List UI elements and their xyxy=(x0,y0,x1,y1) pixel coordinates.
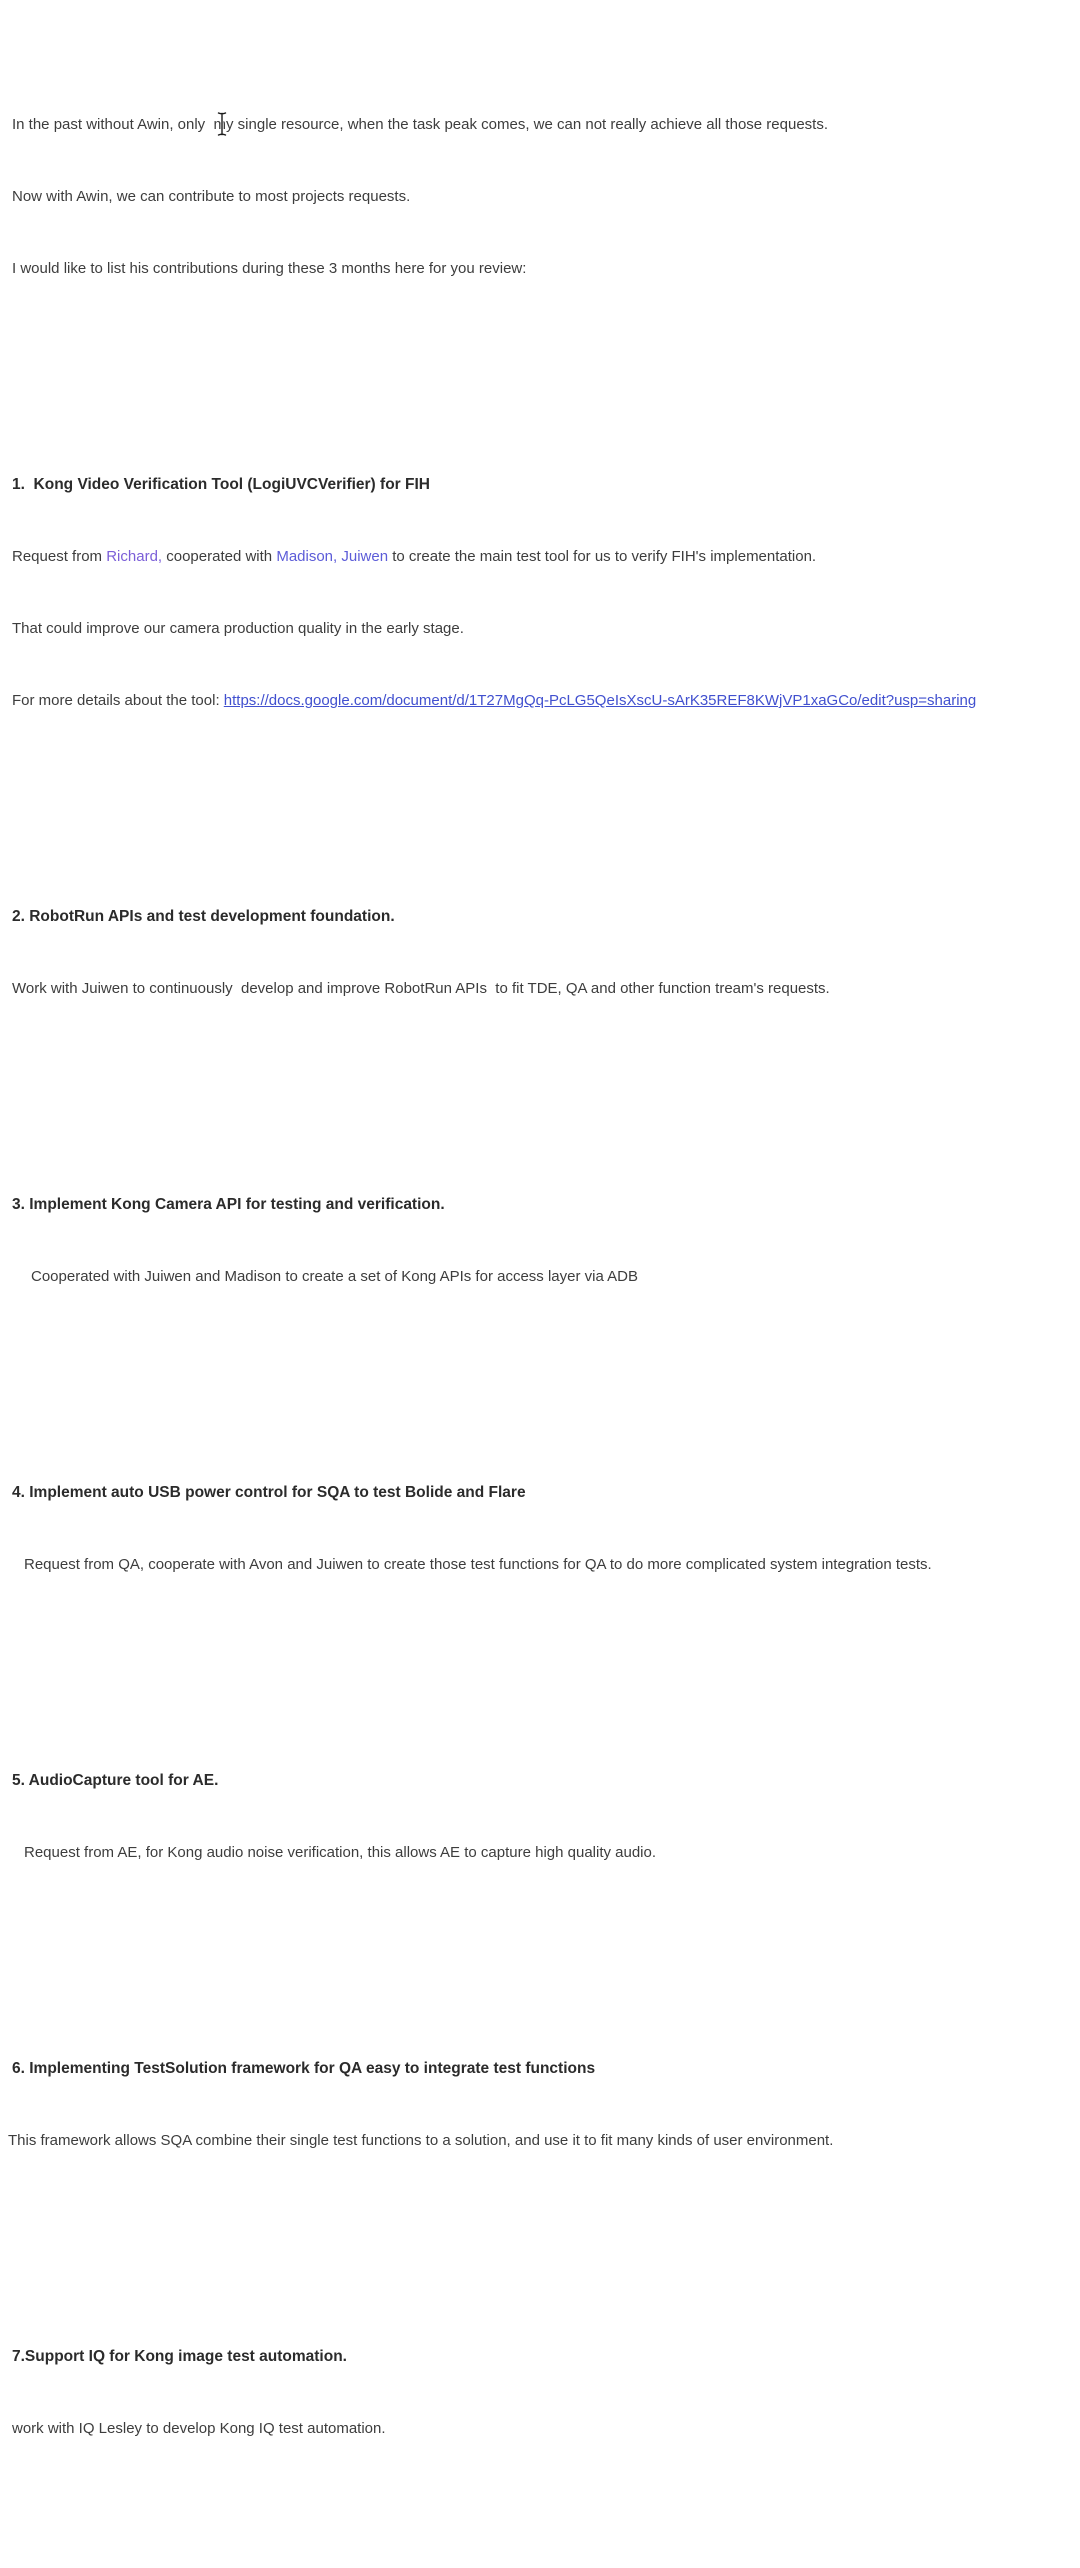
section-7-heading: 7.Support IQ for Kong image test automation. xyxy=(12,2348,347,2365)
section-4-body: Request from QA, cooperate with Avon and Juiwen to create those test functions for QA to do more complicated system integration tests. xyxy=(24,1556,932,1573)
section-7 xyxy=(12,2297,1080,2489)
section-3-body: Cooperated with Juiwen and Madison to create a set of Kong APIs for access layer via ADB xyxy=(31,1268,638,1285)
intro-line-1: In the past without Awin, only my single resource, when the task peak comes, we can not really achieve all those requests. xyxy=(12,116,828,133)
intro-paragraph xyxy=(12,65,1080,329)
section-5 xyxy=(12,1721,1080,1913)
section-2 xyxy=(12,857,1080,1049)
section-5-body: Request from AE, for Kong audio noise verification, this allows AE to capture high quality audio. xyxy=(24,1844,657,1861)
section-7-body: work with IQ Lesley to develop Kong IQ test automation. xyxy=(12,2420,386,2437)
section-3-heading: 3. Implement Kong Camera API for testing and verification. xyxy=(12,1196,445,1213)
section-6-body: This framework allows SQA combine their single test functions to a solution, and use it to fit many kinds of user environment. xyxy=(8,2132,834,2149)
section-6-heading: 6. Implementing TestSolution framework for QA easy to integrate test functions xyxy=(12,2060,596,2077)
mention-madison-juiwen[interactable]: Madison, Juiwen xyxy=(276,548,389,565)
section-2-body: Work with Juiwen to continuously develop and improve RobotRun APIs to fit TDE, QA and other function tream's requests. xyxy=(12,980,830,997)
section-4 xyxy=(12,1433,1080,1625)
section-6 xyxy=(8,2009,1080,2201)
section-1-link-label: For more details about the tool: xyxy=(12,692,224,709)
intro-line-3: I would like to list his contributions during these 3 months here for you review: xyxy=(12,260,527,277)
section-1-text-prefix: Request from xyxy=(12,548,107,565)
mention-richard[interactable]: Richard, xyxy=(106,548,163,565)
section-2-heading: 2. RobotRun APIs and test development foundation. xyxy=(12,908,395,925)
section-1 xyxy=(12,425,1080,761)
section-1-text-suffix: to create the main test tool for us to verify FIH's implementation. xyxy=(388,548,817,565)
google-doc-link[interactable]: https://docs.google.com/document/d/1T27MgQq-PcLG5QeIsXscU-sArK35REF8KWjVP1xaGCo/edit?usp=sharing xyxy=(223,692,977,709)
section-5-heading: 5. AudioCapture tool for AE. xyxy=(12,1772,219,1789)
section-4-heading: 4. Implement auto USB power control for SQA to test Bolide and Flare xyxy=(12,1484,526,1501)
section-3 xyxy=(12,1145,1080,1337)
section-1-body-line-3 xyxy=(12,689,1080,713)
intro-line-2: Now with Awin, we can contribute to most projects requests. xyxy=(12,188,411,205)
section-1-text-mid: cooperated with xyxy=(162,548,277,565)
section-1-body-line-2: That could improve our camera production quality in the early stage. xyxy=(12,620,464,637)
section-1-heading: 1. Kong Video Verification Tool (LogiUVCVerifier) for FIH xyxy=(12,476,430,493)
section-1-body-line-1 xyxy=(12,545,1080,569)
